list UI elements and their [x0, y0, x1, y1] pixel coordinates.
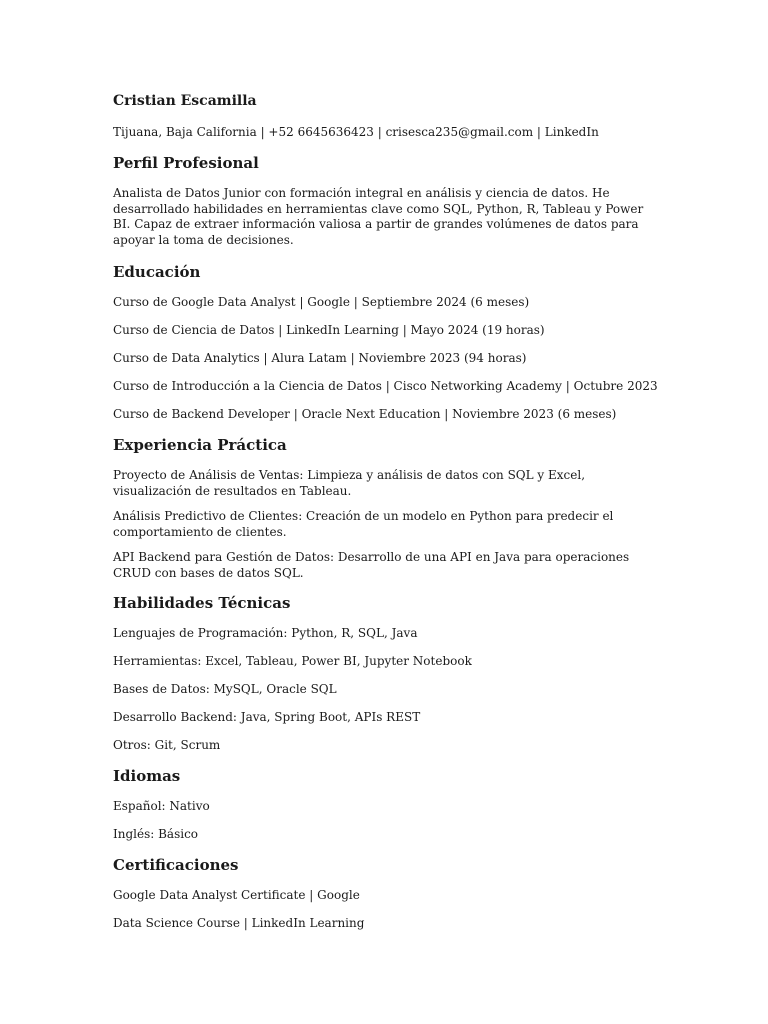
- section-title-experiencia: Experiencia Práctica: [113, 436, 287, 454]
- education-item: Curso de Ciencia de Datos | LinkedIn Learning | Mayo 2024 (19 horas): [113, 323, 545, 337]
- education-item: Curso de Backend Developer | Oracle Next Education | Noviembre 2023 (6 meses): [113, 407, 617, 421]
- language-item: Inglés: Básico: [113, 827, 199, 841]
- experience-item: Proyecto de Análisis de Ventas: Limpieza y análisis de datos con SQL y Excel, visualización de resultados en Tableau.: [113, 468, 586, 498]
- skill-item: Bases de Datos: MySQL, Oracle SQL: [113, 682, 337, 696]
- section-title-educacion: Educación: [113, 263, 201, 281]
- section-title-certificaciones: Certificaciones: [113, 856, 239, 874]
- skill-item: Lenguajes de Programación: Python, R, SQL, Java: [113, 626, 418, 640]
- resume-document: [113, 92, 658, 944]
- skill-item: Herramientas: Excel, Tableau, Power BI, Jupyter Notebook: [113, 654, 472, 668]
- certification-item: Google Data Analyst Certificate | Google: [113, 888, 360, 902]
- skill-item: Otros: Git, Scrum: [113, 738, 221, 752]
- experience-item: API Backend para Gestión de Datos: Desarrollo de una API en Java para operaciones CRUD con bases de datos SQL.: [113, 550, 630, 580]
- education-item: Curso de Introducción a la Ciencia de Datos | Cisco Networking Academy | Octubre 2023: [113, 379, 658, 393]
- section-title-idiomas: Idiomas: [113, 767, 181, 785]
- language-item: Español: Nativo: [113, 799, 210, 813]
- education-item: Curso de Google Data Analyst | Google | Septiembre 2024 (6 meses): [113, 295, 530, 309]
- contact-line: Tijuana, Baja California | +52 6645636423 | crisesca235@gmail.com | LinkedIn: [113, 125, 599, 139]
- skill-item: Desarrollo Backend: Java, Spring Boot, APIs REST: [113, 710, 421, 724]
- section-title-habilidades: Habilidades Técnicas: [113, 594, 291, 612]
- certification-item: Data Science Course | LinkedIn Learning: [113, 916, 365, 930]
- section-title-perfil: Perfil Profesional: [113, 154, 259, 172]
- perfil-text: Analista de Datos Junior con formación integral en análisis y ciencia de datos. He desarrollado habilidades en herramientas clave como SQL, Python, R, Tableau y Power BI. Capaz de extraer información valiosa a partir de grandes volúmenes de datos para apoyar la toma de decisiones.: [113, 186, 644, 247]
- education-item: Curso de Data Analytics | Alura Latam | Noviembre 2023 (94 horas): [113, 351, 527, 365]
- experience-item: Análisis Predictivo de Clientes: Creación de un modelo en Python para predecir el comportamiento de clientes.: [113, 509, 614, 539]
- candidate-name: Cristian Escamilla: [113, 93, 257, 109]
